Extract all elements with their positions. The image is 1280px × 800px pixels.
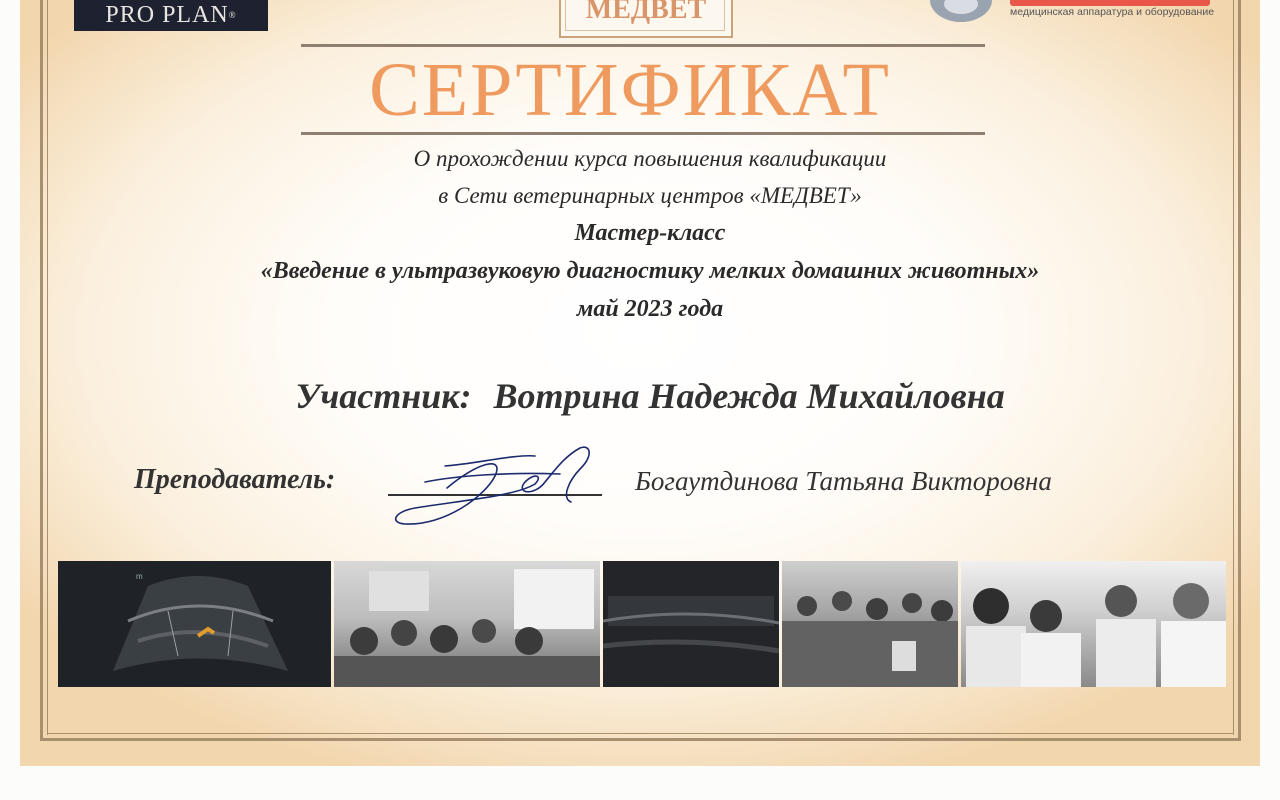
event-date: май 2023 года	[576, 296, 724, 322]
event-title: «Введение в ультразвуковую диагностику мелких домашних животных»	[260, 258, 1040, 284]
svg-text:m: m	[136, 572, 143, 581]
proplan-logo: PRO PLAN®	[74, 0, 268, 31]
title-rule-top	[301, 44, 985, 47]
proplan-logo-text: PRO PLAN	[105, 2, 229, 28]
seminar-audience-photo	[782, 561, 958, 687]
company-tagline: медицинская аппаратура и оборудование	[1010, 6, 1215, 18]
frame-line-right-inner	[1233, 0, 1234, 735]
medvet-logo-border	[565, 0, 725, 31]
title-rule-bottom	[301, 132, 985, 135]
participant-label: Участник:	[295, 376, 472, 416]
participant-row	[0, 375, 1280, 417]
medvet-logo	[559, 0, 733, 38]
ultrasound-image-icon	[603, 561, 779, 687]
practical-session-photo	[961, 561, 1226, 687]
participant-name: Вотрина Надежда Михайловна	[493, 376, 1005, 416]
teacher-name: Богаутдинова Татьяна Викторовна	[635, 466, 1052, 496]
equipment-company-logo	[930, 0, 1220, 28]
frame-line-bottom-inner	[47, 733, 1234, 734]
teacher-label: Преподаватель:	[134, 464, 336, 495]
course-description-line-2: в Сети ветеринарных центров «МЕДВЕТ»	[438, 183, 862, 208]
medvet-logo-text: МЕДВЕТ	[585, 0, 707, 25]
teacher-signature	[385, 436, 605, 536]
course-description-line-1: О прохождении курса повышения квалификации	[413, 146, 887, 171]
frame-line-bottom-outer	[40, 738, 1241, 741]
frame-line-right-outer	[1238, 0, 1241, 740]
ultrasound-image-icon	[58, 561, 331, 687]
company-emblem-icon	[930, 0, 992, 22]
frame-line-left-outer	[40, 0, 43, 740]
photo-strip	[58, 561, 1226, 687]
lecture-audience-photo	[334, 561, 600, 687]
certificate-title: СЕРТИФИКАТ	[369, 48, 891, 132]
frame-line-left-inner	[47, 0, 48, 735]
event-type: Мастер-класс	[574, 220, 726, 246]
